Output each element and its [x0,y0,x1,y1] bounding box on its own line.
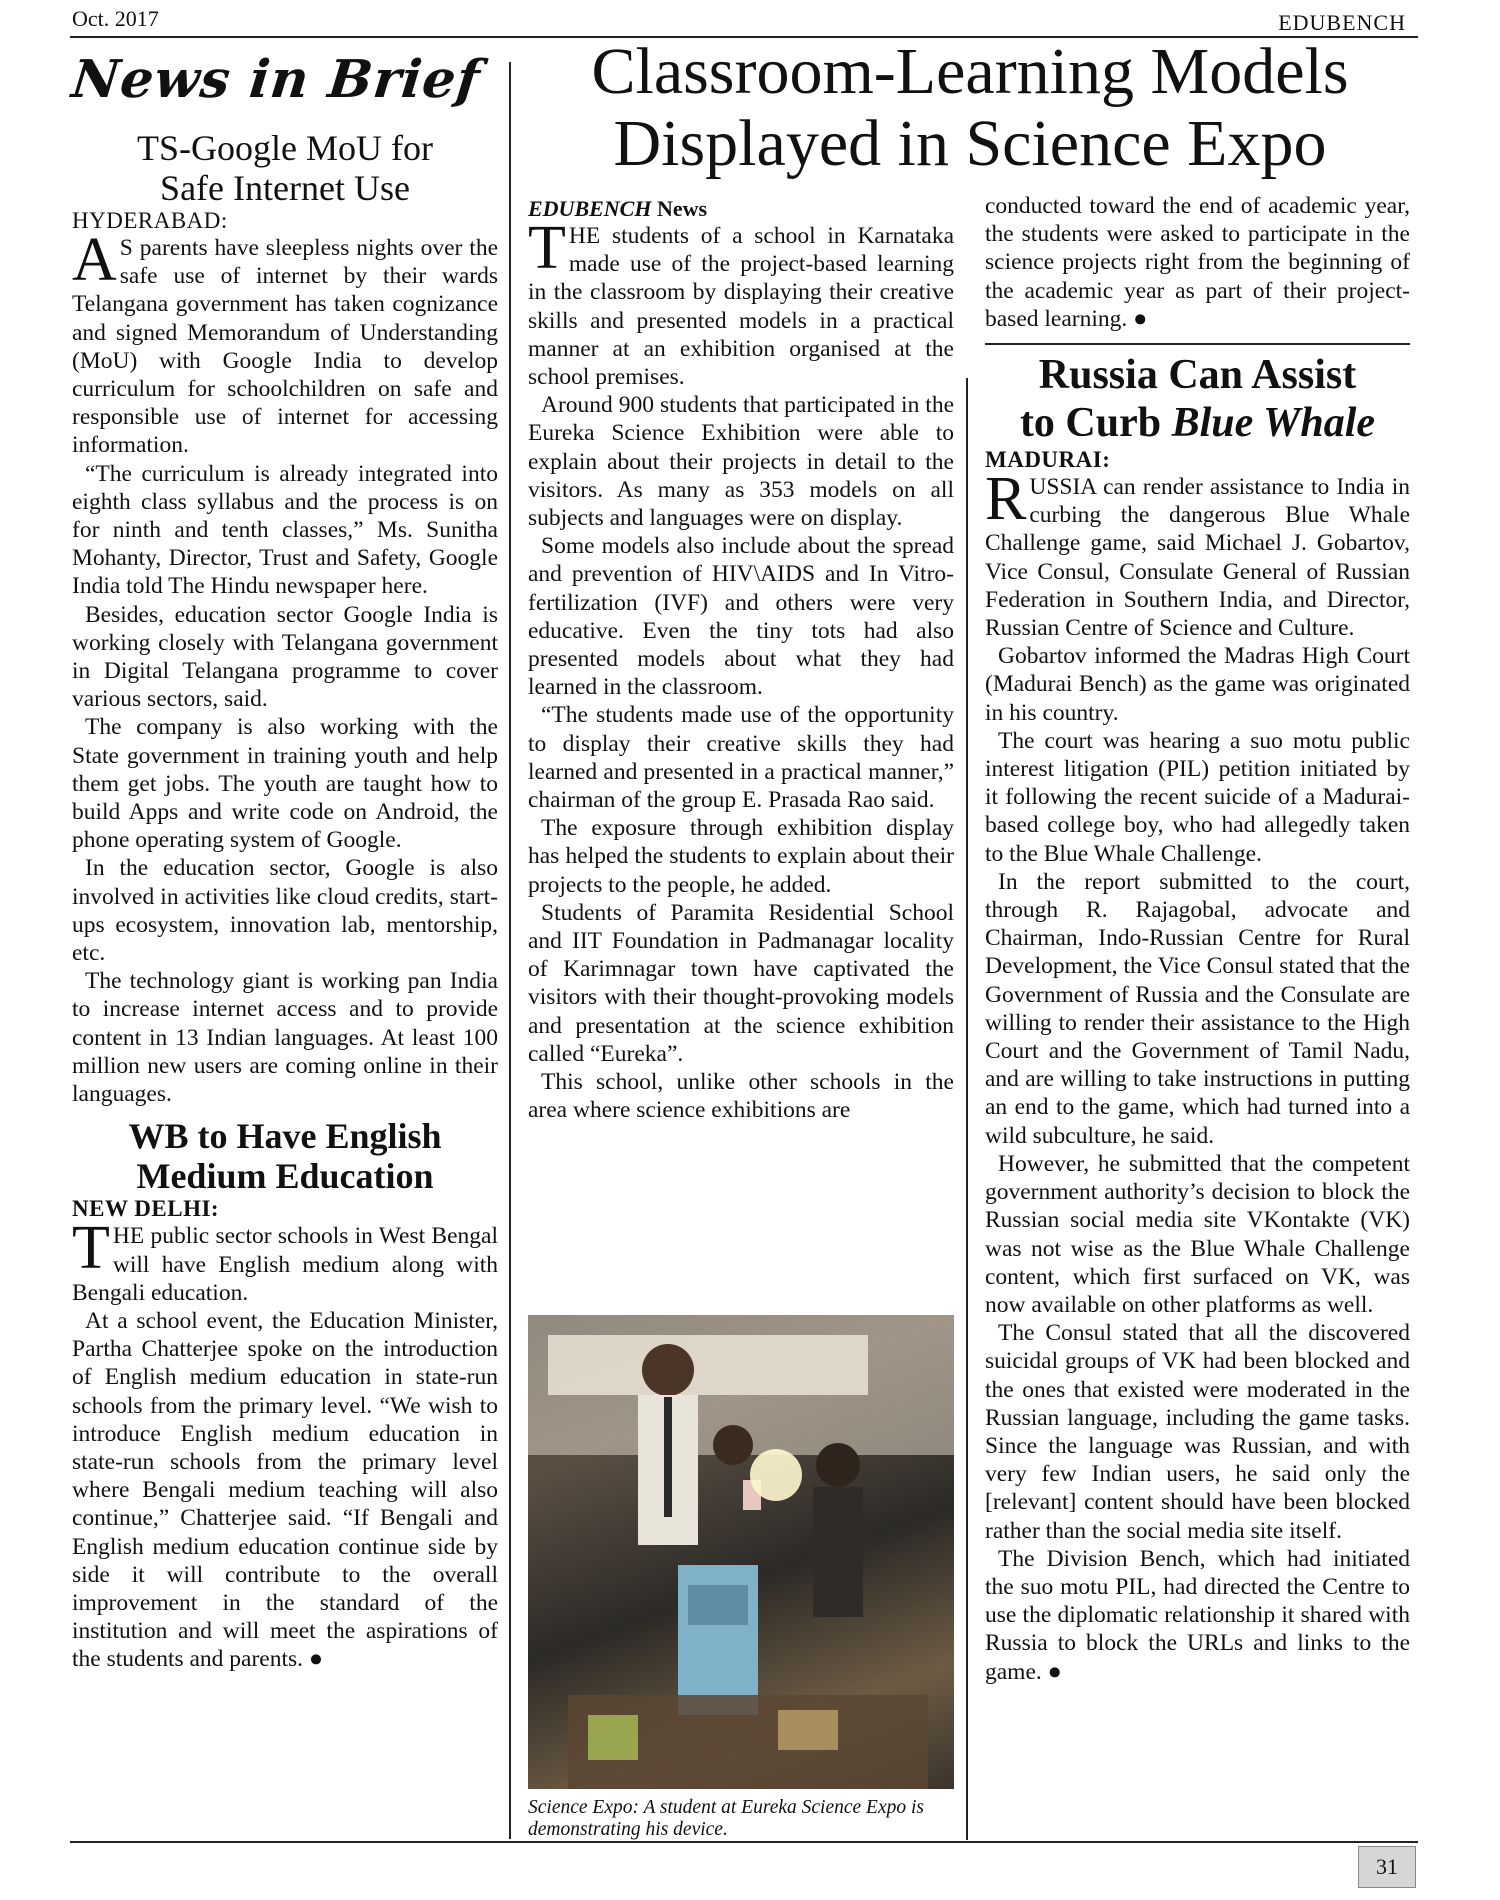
story2-headline-line1: WB to Have English [128,1116,442,1157]
story1-dateline: HYDERABAD: [72,208,228,233]
news-in-brief-masthead: News in Brief [68,49,484,110]
publication-name: EDUBENCH [1278,10,1406,35]
left-column [72,128,498,1674]
russia-headline-line2 [985,399,1410,447]
main-headline-line2: Displayed in Science Expo [613,107,1327,180]
story1-headline [72,128,498,208]
right-column [985,192,1410,1686]
russia-paragraph: Gobartov informed the Madras High Court (Madurai Bench) as the game was originated in his country. [985,643,1410,726]
story2-paragraph-text: HE public sector schools in West Bengal will have English medium along with Bengali education. [72,1223,498,1306]
story1-paragraph [72,226,498,460]
footer-rule [70,1841,1418,1843]
story2-headline-line2: Medium Education [136,1156,434,1197]
story2-dateline: NEW DELHI: [72,1196,220,1222]
middle-column [528,196,954,1125]
russia-paragraph: In the report submitted to the court, through R. Rajagobal, advocate and Chairman, Indo-Russian Centre for Rural Development, the Vice Consul stated that the Government of Russia and the Consulate are willing to render their assistance to the High Court and the Government of Tamil Nadu, and are willing to take instructions in putting an end to the game, which had turned into a wild subculture, he said. [985,868,1410,1149]
russia-paragraph [985,465,1410,642]
expo-paragraph: Some models also include about the spread and prevention of HIV\AIDS and In Vitro-fertilization (IVF) and others were very educative. Even the tiny tots had also presented models about what they had learned in the classroom. [528,533,954,701]
expo-paragraph [528,214,954,391]
science-expo-photo [528,1315,954,1789]
story1-headline-line2: Safe Internet Use [160,168,410,208]
story1-paragraph: In the education sector, Google is also involved in activities like cloud credits, start-ups ecosystem, innovation lab, mentorship, etc. [72,855,498,967]
russia-dropcap: R [985,465,1027,534]
story2-paragraph [72,1214,498,1307]
story2-headline [72,1116,498,1196]
story-divider [985,343,1410,345]
russia-headline-line1: Russia Can Assist [1038,352,1357,399]
byline [528,196,954,222]
story1-paragraph: The technology giant is working pan India to increase internet access and to provide content in 13 Indian languages. At least 100 million new users are coming online in their languages. [72,968,498,1108]
main-headline-line1: Classroom-Learning Models [591,35,1349,108]
byline-brand: EDUBENCH [528,196,652,221]
russia-headline-italic: Blue Whale [1171,400,1376,447]
photo-caption: Science Expo: A student at Eureka Science Expo is demonstrating his device. [528,1797,924,1840]
spacer [985,333,1410,343]
russia-paragraph: However, he submitted that the competent government authority’s decision to block the Russian social media site VKontakte (VK) was not wise as the Blue Whale Challenge content, which first surfaced on VK, was now available on other platforms as well. [985,1150,1410,1318]
story2-dropcap: T [72,1214,110,1283]
byline-suffix: News [656,196,708,221]
story1-paragraph: The company is also working with the State government in training youth and help them get jobs. The youth are taught how to build Apps and write code on Android, the phone operating system of Google. [72,714,498,854]
story1-paragraph-text: S parents have sleepless nights over the safe use of internet by their wards Telangana government has taken cognizance and signed Memorandum of Understanding (MoU) with Google India to develop curriculum for schoolchildren on safe and responsible use of internet for accessing information. [72,235,498,459]
story1-paragraph: “The curriculum is already integrated into eighth class syllabus and the process is on for ninth and tenth classes,” Ms. Sunitha Mohanty, Director, Trust and Safety, Google India told The Hindu newspaper here. [72,460,498,600]
expo-paragraph: This school, unlike other schools in the area where science exhibitions are [528,1069,954,1124]
issue-date: Oct. 2017 [72,6,159,31]
russia-paragraph: The court was hearing a suo motu public interest litigation (PIL) petition initiated by it following the recent suicide of a Madurai-based college boy, who had allegedly taken to the Blue Whale Challenge. [985,727,1410,867]
russia-headline-prefix: to Curb [1019,400,1172,447]
column-rule-left [509,62,511,1839]
russia-paragraph: The Division Bench, which had initiated the suo motu PIL, had directed the Centre to use the diplomatic relationship it shared with Russia to block the URLs and links to the game. ● [985,1545,1410,1685]
expo-paragraph: Around 900 students that participated in the Eureka Science Exhibition were able to explain about their projects in detail to the visitors. As many as 353 models on all subjects and languages were on display. [528,392,954,532]
story1-paragraph: Besides, education sector Google India is working closely with Telangana government in Digital Telangana programme to cover various sectors, said. [72,601,498,713]
russia-paragraph: The Consul stated that all the discovered suicidal groups of VK had been blocked and the ones that existed were moderated in the Russian language, including the game tasks. Since the language was Russian, and with very few Indian users, he said only the [relevant] content should have been blocked rather than the social media site itself. [985,1320,1410,1544]
russia-paragraph-text: USSIA can render assistance to India in curbing the dangerous Blue Whale Challenge game, said Michael J. Gobartov, Vice Consul, Consulate General of Russian Federation in Southern India, and Director, Russian Centre of Science and Culture. [985,474,1410,642]
column-rule-right [966,378,968,1840]
main-headline [515,36,1425,180]
story1-headline-line1: TS-Google MoU for [137,128,433,168]
expo-paragraph: “The students made use of the opportunity to display their creative skills they had learned and presented in a practical manner,” chairman of the group E. Prasada Rao said. [528,702,954,814]
expo-paragraph: The exposure through exhibition display has helped the students to explain about their projects to the people, he added. [528,815,954,898]
expo-paragraph-text: HE students of a school in Karnataka made use of the project-based learning in the classroom by displaying their creative skills and presented models in a practical manner at an exhibition organised at the school premises. [528,223,954,391]
expo-continuation: conducted toward the end of academic year, the students were asked to participate in the science projects right from the beginning of the academic year as part of their project-based learning. ● [985,193,1410,332]
page-number: 31 [1358,1846,1416,1888]
story1-dropcap: A [72,226,117,294]
russia-dateline: MADURAI: [985,447,1111,473]
expo-paragraph: Students of Paramita Residential School and IIT Foundation in Padmanagar locality of Karimnagar town have captivated the visitors with their thought-provoking models and presentation at the science exhibition called “Eureka”. [528,899,954,1067]
story2-paragraph: At a school event, the Education Minister, Partha Chatterjee spoke on the introduction of English medium education in state-run schools from the primary level. “We wish to introduce English medium education in state-run schools from the primary level where Bengali medium teaching will also continue,” Chatterjee said. “If Bengali and English medium education continue side by side it will contribute to the overall improvement in the standard of the institution and will meet the aspirations of the students and parents. ● [72,1307,498,1673]
russia-headline [985,351,1410,447]
photo-illustration [528,1315,954,1789]
expo-dropcap: T [528,214,566,282]
